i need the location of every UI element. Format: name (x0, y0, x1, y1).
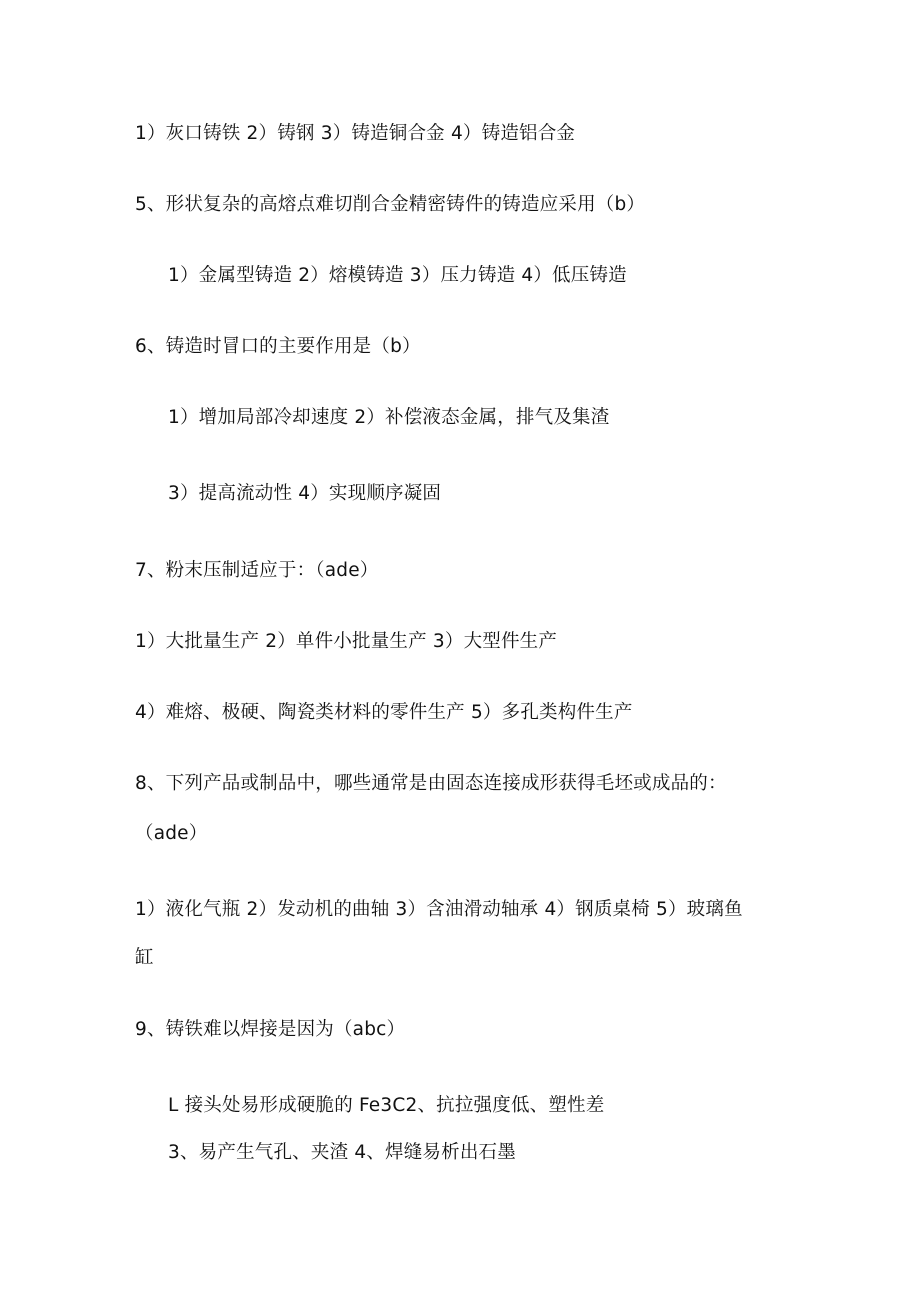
text-line-q9-options-b: 3、易产生气孔、夹渣 4、焊缝易析出石墨 (168, 1142, 516, 1163)
text-line-q7-question: 7、粉末压制适应于：（ade） (135, 560, 379, 581)
text-line-q9-question: 9、铸铁难以焊接是因为（abc） (135, 1019, 406, 1040)
text-line-q5-options: 1）金属型铸造 2）熔模铸造 3）压力铸造 4）低压铸造 (168, 265, 627, 286)
text-line-q8-answer: （ade） (135, 823, 208, 844)
text-line-q7-options-b: 4）难熔、极硬、陶瓷类材料的零件生产 5）多孔类构件生产 (135, 702, 633, 723)
text-line-q8-question: 8、下列产品或制品中，哪些通常是由固态连接成形获得毛坯或成品的： (135, 773, 727, 794)
text-line-q7-options-a: 1）大批量生产 2）单件小批量生产 3）大型件生产 (135, 631, 558, 652)
text-line-q5-question: 5、形状复杂的高熔点难切削合金精密铸件的铸造应采用（b） (135, 194, 646, 215)
text-line-q6-question: 6、铸造时冒口的主要作用是（b） (135, 336, 421, 357)
text-line-q8-options-b: 缸 (135, 947, 154, 968)
text-line-q6-options-a: 1）增加局部冷却速度 2）补偿液态金属，排气及集渣 (168, 407, 610, 428)
text-line-q9-options-a: L 接头处易形成硬脆的 Fe3C2、抗拉强度低、塑性差 (168, 1095, 605, 1116)
text-line-q6-options-b: 3）提高流动性 4）实现顺序凝固 (168, 483, 442, 504)
text-line-q4-options: 1）灰口铸铁 2）铸钢 3）铸造铜合金 4）铸造铝合金 (135, 123, 576, 144)
text-line-q8-options-a: 1）液化气瓶 2）发动机的曲轴 3）含油滑动轴承 4）钢质桌椅 5）玻璃鱼 (135, 899, 743, 920)
